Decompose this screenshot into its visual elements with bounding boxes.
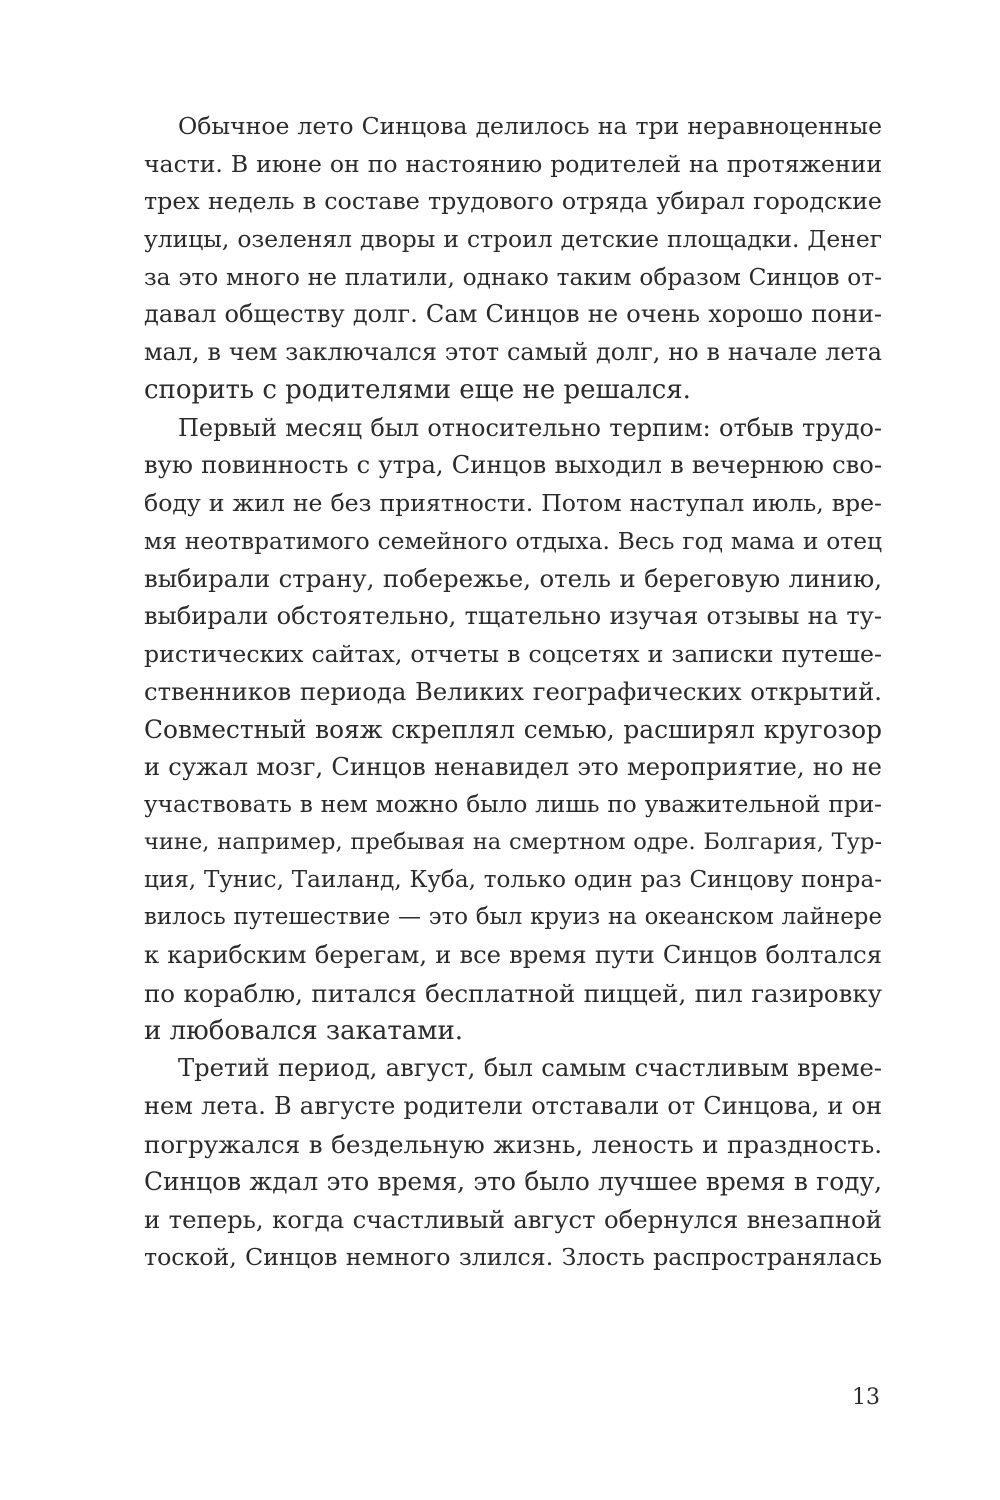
paragraph <box>144 108 882 410</box>
text-line: чине, например, пребывая на смертном одре. Болгария, Тур- <box>144 829 882 856</box>
text-line: ция, Тунис, Таиланд, Куба, только один раз Синцову понра- <box>144 866 882 893</box>
text-line: улицы, озеленял дворы и строил детские площадки. Денег <box>144 225 882 254</box>
body-text <box>144 108 882 1276</box>
text-line: к карибским берегам, и все время пути Синцов болтался <box>144 941 882 970</box>
paragraph <box>144 410 882 1051</box>
text-line: части. В июне он по настоянию родителей на протяжении <box>144 149 882 178</box>
text-line: ристических сайтах, отчеты в соцсетях и записки путеше- <box>144 639 882 668</box>
text-line: и любовался закатами. <box>144 1015 464 1046</box>
text-line: мал, в чем заключался этот самый долг, но в начале лета <box>144 338 882 367</box>
text-line: нем лета. В августе родители отставали от Синцова, и он <box>144 1091 882 1120</box>
page-number: 13 <box>852 1385 880 1410</box>
text-line: боду и жил не без приятности. Потом наступал июль, вре- <box>144 488 882 517</box>
text-line: мя неотвратимого семейного отдыха. Весь год мама и отец <box>144 527 882 555</box>
text-line: за это много не платили, однако таким образом Синцов от- <box>144 263 882 291</box>
text-line: Третий период, август, был самым счастливым време- <box>178 1054 882 1083</box>
text-line: и теперь, когда счастливый август обернулся внезапной <box>144 1204 882 1234</box>
text-line: Первый месяц был относительно терпим: отбыв трудо- <box>178 413 882 442</box>
text-line: выбирали страну, побережье, отель и береговую линию, <box>144 564 882 594</box>
text-line: и сужал мозг, Синцов ненавидел это мероприятие, но не <box>144 752 882 781</box>
text-line: погружался в бездельную жизнь, леность и праздность. <box>144 1129 882 1159</box>
text-line: трех недель в составе трудового отряда убирал городские <box>144 187 882 216</box>
text-line: Обычное лето Синцова делилось на три неравноценные <box>178 112 882 140</box>
text-line: выбирали обстоятельно, тщательно изучая отзывы на ту- <box>144 601 882 630</box>
text-line: ственников периода Великих географических открытий. <box>144 677 882 707</box>
text-line: по кораблю, питался бесплатной пиццей, пил газировку <box>144 978 882 1008</box>
text-line: Совместный вояж скреплял семью, расширял кругозор <box>144 715 882 744</box>
text-line: участвовать в нем можно было лишь по уважительной при- <box>144 791 882 819</box>
text-line: вую повинность с утра, Синцов выходил в вечернюю сво- <box>144 451 882 480</box>
text-line: давал обществу долг. Сам Синцов не очень хорошо пони- <box>144 300 882 329</box>
paragraph <box>144 1050 882 1276</box>
text-line: тоской, Синцов немного злился. Злость распространялась <box>144 1242 882 1271</box>
text-line: Синцов ждал это время, это было лучшее время в году, <box>144 1167 882 1197</box>
text-line: спорить с родителями еще не решался. <box>144 374 691 405</box>
text-line: вилось путешествие — это был круиз на океанском лайнере <box>144 904 882 931</box>
